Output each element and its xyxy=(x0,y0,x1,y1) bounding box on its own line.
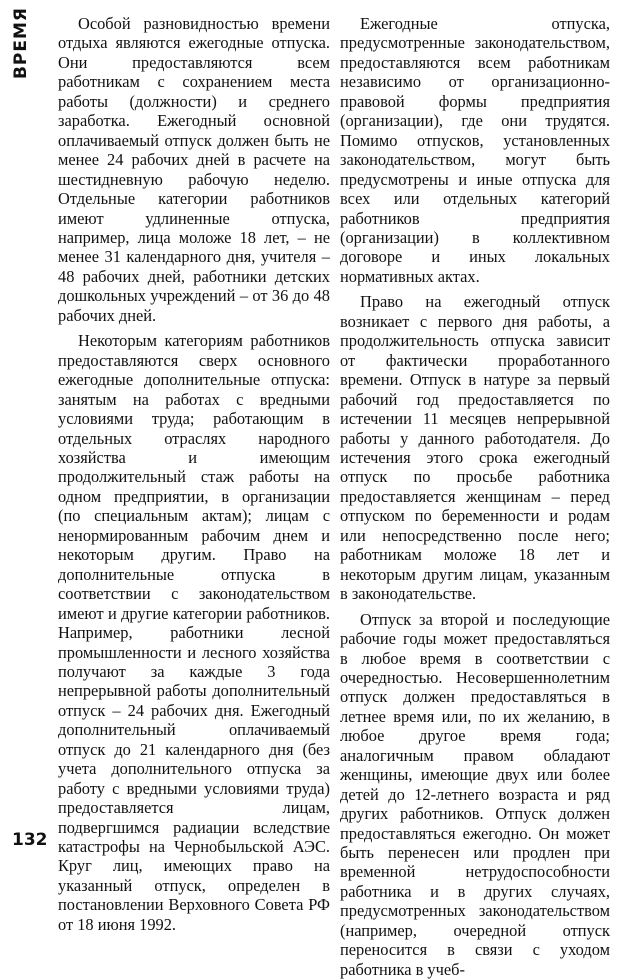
paragraph: Право на ежегодный отпуск возникает с первого дня работы, а продолжительность отпуска зависит от фактически проработанного времени. Отпуск в натуре за первый рабочий год предоставляется по истечении 11 месяцев непрерывной работы у данного работодателя. До истечения этого срока ежегодный отпуск по просьбе работника предоставляется женщинам – перед отпуском по беременности и родам или непосредственно после него; работникам моложе 18 лет и некоторым другим лицам, указанным в законодательстве. xyxy=(340,292,610,604)
paragraph: Некоторым категориям работников предоставляются сверх основного ежегодные дополнительные отпуска: занятым на работах с вредными условиями труда; работающим в отдельных отраслях народного хозяйства и имеющим продолжительный стаж работы на одном предприятии, в организации (по специальным актам); лицам с ненормированным рабочим днем и некоторым другим. Право на дополнительные отпуска в соответствии с законодательством имеют и другие категории работников. Например, работники лесной промышленности и лесного хозяйства получают за каждые 3 года непрерывной работы дополнительный отпуск – 24 рабочих дня. Ежегодный дополнительный оплачиваемый отпуск до 21 календарного дня (без учета дополнительного отпуска за работу с вредными условиями труда) предоставляется лицам, подвергшимся радиации вследствие катастрофы на Чернобыльской АЭС. Круг лиц, имеющих право на указанный отпуск, определен в постановлении Верховного Совета РФ от 18 июня 1992. xyxy=(58,331,330,934)
paragraph: Ежегодные отпуска, предусмотренные законодательством, предоставляются всем работникам независимо от организационно-правовой формы предприятия (организации), где они трудятся. Помимо отпусков, установленных законодательством, могут быть предусмотрены и иные отпуска для всех или отдельных категорий работников предприятия (организации) в коллективном договоре и иных локальных нормативных актах. xyxy=(340,14,610,286)
right-text-column xyxy=(340,14,610,979)
paragraph: Особой разновидностью времени отдыха являются ежегодные отпуска. Они предоставляются всем работникам с сохранением места работы (должности) и среднего заработка. Ежегодный основной оплачиваемый отпуск должен быть не менее 24 рабочих дней в расчете на шестидневную рабочую неделю. Отдельные категории работников имеют удлиненные отпуска, например, лица моложе 18 лет, – не менее 31 календарного дня, учителя – 48 рабочих дней, работники детских дошкольных учреждений – от 36 до 48 рабочих дней. xyxy=(58,14,330,325)
page-number: 132 xyxy=(12,830,48,850)
paragraph: Отпуск за второй и последующие рабочие годы может предоставляться в любое время в соответствии с очередностью. Несовершеннолетним отпуск должен предоставляться в летнее время или, по их желанию, в любое другое время года; аналогичным правом обладают женщины, имеющие двух или более детей до 12-летнего возраста и ряд других работников. Отпуск должен предоставляться ежегодно. Он может быть перенесен или продлен при временной нетрудоспособности работника и в других случаях, предусмотренных законодательством (например, очередной отпуск переносится в связи с уходом работника в учеб- xyxy=(340,609,610,979)
section-label-text: ВРЕМЯ xyxy=(11,6,32,80)
section-label xyxy=(4,8,38,78)
left-text-column xyxy=(58,14,330,934)
